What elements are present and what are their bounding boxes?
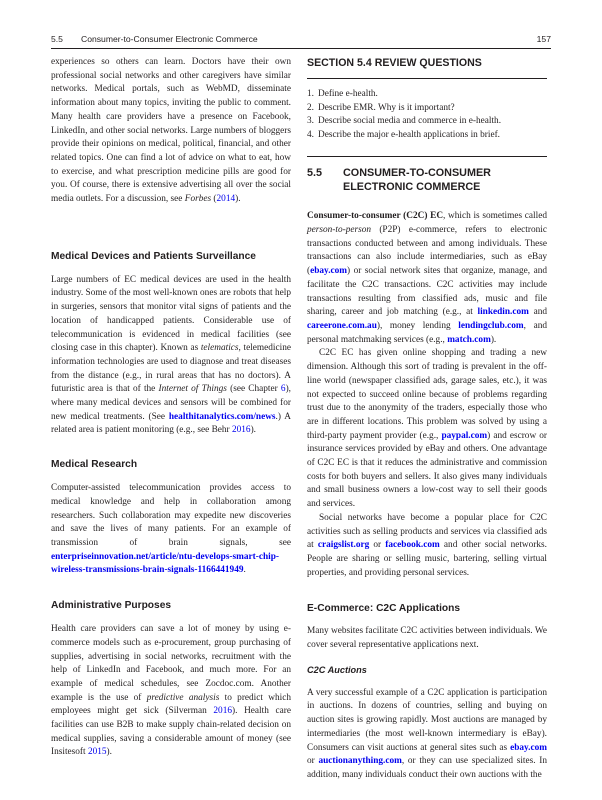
- citation-year-link[interactable]: 2016: [213, 706, 232, 717]
- paragraph-administrative: Health care providers can save a lot of money by using e-commerce models such as e-procurement, group purchasing of supplies, advertising in social networks, recruitment with the help of LinkedIn and Facebook, and much more. For an example of medical schedules, see Zocdoc.com. Another example is the use of predictive analysis to predict which employees might get sick (Silverman 2016). Health care facilities can use B2B to make supply chain-related decision on medical supplies, saving a considerable amount of money (see Insitesoft 2015).: [51, 624, 292, 758]
- link-ebay[interactable]: ebay.com: [310, 266, 348, 277]
- review-question: 4. Describe the major e-health applications in brief.: [307, 129, 500, 140]
- review-questions-list: [307, 88, 547, 142]
- paragraph-c2c-definition: Consumer-to-consumer (C2C) EC, which is sometimes called person-to-person (P2P) e-commerce, refers to electronic transactions conducted between and among individuals. These transactions can also include intermediaries, such as eBay (ebay.com) or social network sites that organize, manage, and facilitate the C2C transactions. C2C activities may include transactions resulting from classified ads, music and file sharing, career and job matching (e.g., at linkedin.com and careerone.com.au), money lending lendingclub.com, and personal matchmaking services (e.g., match.com).: [307, 211, 547, 345]
- paragraph-social-networks: Social networks have become a popular place for C2C activities such as selling products and services via classified ads at craigslist.org or facebook.com and other social networks. People are sharing or selling music, bartering, selling virtual properties, and providing personal services.: [307, 512, 547, 578]
- citation-year-link[interactable]: 2015: [87, 747, 107, 758]
- link-linkedin[interactable]: linkedin.com: [477, 307, 529, 318]
- running-header: [51, 34, 551, 48]
- citation-year-link[interactable]: 2014: [216, 194, 236, 205]
- link-healthitanalytics[interactable]: healthitanalytics.com/news: [168, 411, 276, 422]
- header-section-title: Consumer-to-Consumer Electronic Commerce: [81, 34, 258, 44]
- link-ebay-auctions[interactable]: ebay.com: [510, 742, 547, 753]
- review-rule: [307, 78, 547, 79]
- link-auctionanything[interactable]: auctionanything.com: [318, 756, 402, 767]
- section-rule: [307, 156, 547, 157]
- review-question: 3. Describe social media and commerce in e-health.: [307, 116, 502, 127]
- heading-administrative-purposes: Administrative Purposes: [51, 600, 172, 612]
- link-craigslist[interactable]: craigslist.org: [317, 540, 370, 551]
- term-person-to-person: person-to-person: [307, 225, 372, 236]
- section-title: CONSUMER-TO-CONSUMER ELECTRONIC COMMERCE: [343, 167, 491, 194]
- citation-forbes: Forbes: [184, 194, 212, 205]
- paragraph-medical-research: Computer-assisted telecommunication provides access to medical knowledge and help in collaboration among researchers. Such collaboration may expedite new discoveries and save the lives of many patients. For an example of transmission of brain signals, see enterpriseinnovation.net/article/ntu-develops-smart-chip-wireless-transmissions-brain-signals-1166441949.: [51, 483, 291, 576]
- review-questions-heading: SECTION 5.4 REVIEW QUESTIONS: [307, 57, 482, 69]
- paragraph-c2c-auctions: A very successful example of a C2C application is participation in auctions. In dozens of countries, selling and buying on auction sites is growing rapidly. Most auctions are managed by intermediaries (the most well-known intermediary is eBay). Consumers can visit auctions at general sites such as ebay.com or auctionanything.com, or they can use specialized sites. In addition, many individuals conduct their own auctions with the: [307, 687, 548, 780]
- term-predictive-analysis: predictive analysis: [146, 692, 220, 703]
- link-match[interactable]: match.com: [447, 334, 491, 345]
- link-lendingclub[interactable]: lendingclub.com: [458, 321, 524, 331]
- link-facebook[interactable]: facebook.com: [385, 540, 440, 551]
- page-number: 157: [536, 34, 551, 44]
- right-column: [307, 56, 547, 783]
- heading-medical-research: Medical Research: [51, 459, 138, 471]
- paragraph-ehealth-social: experiences so others can learn. Doctors have their own professional social networks and other caregivers have similar networks. Medical portals, such as WebMD, disseminate information about many topics, inviting the public to comment. Many health care providers have a presence on Facebook, LinkedIn, and other social networks. Large numbers of bloggers provide their opinions on medical, political, financial, and other related topics. One can find a lot of advice on what to eat, how to exercise, and what prescription medicine pills are good for you. Of course, there is extensive advertising all over the social media outlets. For a discussion, see Forbes (2014).: [51, 57, 291, 205]
- review-question: 2. Describe EMR. Why is it important?: [307, 102, 455, 113]
- paragraph-c2c-dimension: C2C EC has given online shopping and trading a new dimension. Although this sort of trading is prevalent in the off-line world (newspaper classified ads, garage sales, etc.), it was not expected to succeed online because of problems regarding trust due to the anonymity of the traders, especially those who are in different locations. This problem was solved by using a third-party payment provider (e.g., paypal.com) and escrow or insurance services provided by eBay and others. One advantage of C2C EC is that it reduces the administrative and commission costs for both buyers and sellers. It also gives many individuals and small business owners a low-cost way to sell their goods and services.: [307, 348, 547, 510]
- header-section-number: 5.5: [51, 34, 63, 44]
- chapter-link[interactable]: 6: [280, 384, 286, 395]
- heading-c2c-auctions: C2C Auctions: [307, 664, 367, 675]
- citation-year-link[interactable]: 2016: [231, 425, 251, 436]
- term-internet-of-things: Internet of Things: [158, 384, 227, 395]
- paragraph-c2c-applications: Many websites facilitate C2C activities between individuals. We cover several representative applications next.: [307, 626, 547, 651]
- left-column: [51, 56, 291, 760]
- paragraph-medical-devices: Large numbers of EC medical devices are used in the health industry. Some of the most well-known ones are robots that help in surgeries, sensors that monitor vital signs of patients and the location of handicapped patients. Considerable use of telecommunication is evidenced in medical facilities (see closing case in this chapter). Known as telematics, telemedicine information technologies are used to diagnose and treat diseases from the distance (e.g., in rural areas that has no doctors). A futuristic area is that of the Internet of Things (see Chapter 6), where many medical devices and sensors will be combined for new medical treatments. (See healthitanalytics.com/news.) A related area is patient monitoring (e.g., see Behr 2016).: [51, 274, 291, 436]
- link-paypal[interactable]: paypal.com: [441, 430, 488, 441]
- heading-medical-devices: Medical Devices and Patients Surveillance: [51, 250, 256, 262]
- heading-c2c-applications: E-Commerce: C2C Applications: [307, 603, 461, 615]
- link-enterpriseinnovation[interactable]: enterpriseinnovation.net/article/ntu-develops-smart-chip-wireless-transmissions-brain-signals-1166441949: [51, 551, 280, 576]
- term-telematics: telematics: [200, 343, 239, 354]
- link-careerone[interactable]: careerone.com.au: [307, 321, 377, 331]
- section-number: 5.5: [307, 167, 323, 180]
- header-rule: [51, 48, 551, 49]
- term-c2c: Consumer-to-consumer (C2C) EC: [307, 211, 444, 222]
- section-heading: [307, 166, 547, 194]
- review-question: 1. Define e-health.: [307, 89, 378, 99]
